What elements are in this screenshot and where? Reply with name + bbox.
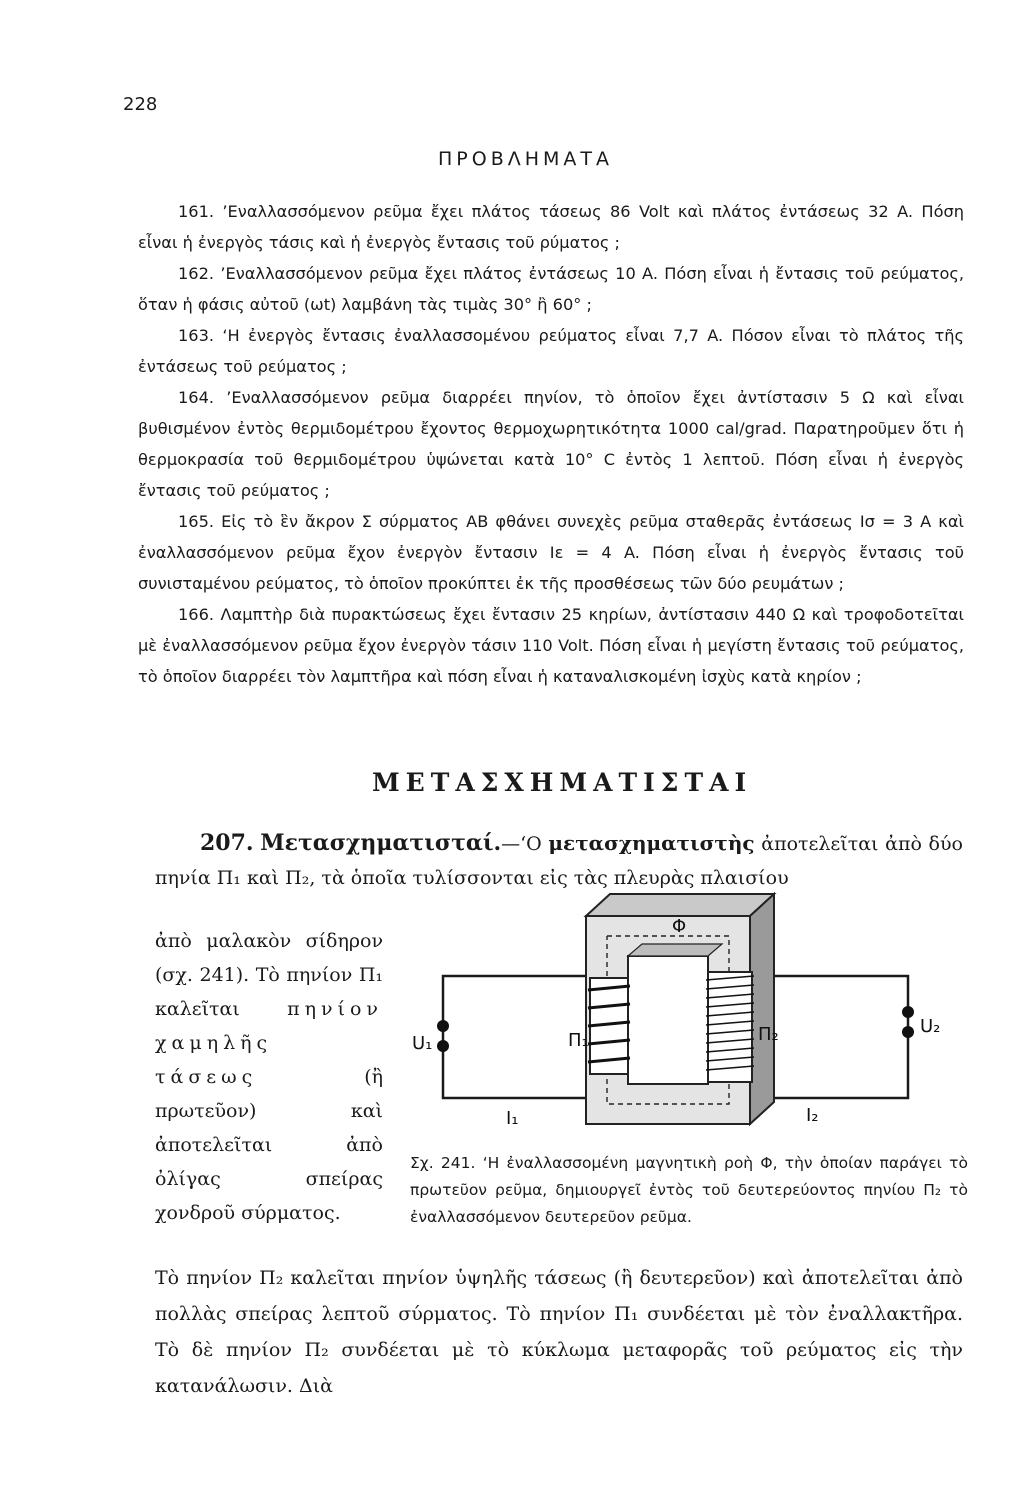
article-side-column — [155, 924, 383, 1230]
chapter-title: ΜΕΤΑΣΧΗΜΑΤΙΣΤΑΙ — [372, 768, 753, 797]
label-u2: U₂ — [920, 1016, 941, 1037]
problem-166: 166. Λαμπτὴρ διὰ πυρακτώσεως ἔχει ἔντασιν 25 κηρίων, ἀντίστασιν 440 Ω καὶ τροφοδοτεῖται μὲ ἐναλλασσόμενον ρεῦμα ἔχον ἐνεργὸν τάσιν 110 Volt. Πόση εἶναι ἡ μεγίστη ἔντασις τοῦ ρεύματος, τὸ ὁποῖον διαρρέει τὸν λαμπτῆρα καὶ πόση εἶναι ἡ καταναλισκομένη ἰσχὺς κατὰ κηρίον ; — [138, 605, 964, 686]
problems-list — [138, 196, 964, 692]
primary-coil — [588, 978, 630, 1074]
page-number: 228 — [123, 94, 158, 115]
problem-161: 161. ’Εναλλασσόμενον ρεῦμα ἔχει πλάτος τάσεως 86 Volt καὶ πλάτος ἐντάσεως 32 A. Πόση εἶναι ἡ ἐνεργὸς τάσις καὶ ἡ ἐνεργὸς ἔντασις τοῦ ρύματος ; — [138, 202, 964, 252]
article-term: μετασχηματιστὴς — [548, 831, 755, 855]
core-window-depth — [628, 944, 722, 956]
label-i1: I₁ — [506, 1108, 519, 1129]
side-column-spaced-term: πηνίον χαμηλῆς τάσεως — [155, 998, 383, 1088]
label-i2: I₂ — [806, 1105, 819, 1126]
problem-163: 163. ‘Η ἐνεργὸς ἔντασις ἐναλλασσομένου ρεύματος εἶναι 7,7 A. Πόσον εἶναι τὸ πλάτος τῆς ἐντάσεως τοῦ ρεύματος ; — [138, 326, 964, 376]
article-intro — [155, 826, 963, 895]
core-side-face — [750, 894, 774, 1124]
article-number: 207. — [200, 830, 254, 856]
article-heading: Μετασχηματισταί. — [260, 830, 502, 856]
problem-164: 164. ’Εναλλασσόμενον ρεῦμα διαρρέει πηνίον, τὸ ὁποῖον ἔχει ἀντίστασιν 5 Ω καὶ εἶναι βυθισμένον ἐντὸς θερμιδομέτρου ἔχοντος θερμοχωρητικότητα 1000 cal/grad. Παρατηροῦμεν ὅτι ἡ θερμοκρασία τοῦ θερμιδομέτρου ὑψώνεται κατὰ 10° C ἐντὸς 1 λεπτοῦ. Πόση εἶναι ἡ ἐνεργὸς ἔντασις τοῦ ρεύματος ; — [138, 388, 964, 500]
label-phi: Φ — [672, 916, 687, 937]
section-title: ΠΡΟΒΛΗΜΑΤΑ — [438, 148, 614, 170]
article-body-continued: Τὸ πηνίον Π₂ καλεῖται πηνίον ὑψηλῆς τάσεως (ἢ δευτερεῦον) καὶ ἀποτελεῖται ἀπὸ πολλὰς σπείρας λεπτοῦ σύρματος. Τὸ πηνίον Π₁ συνδέεται μὲ τὸν ἐναλλακτῆρα. Τὸ δὲ πηνίον Π₂ συνδέεται μὲ τὸ κύκλωμα μεταφορᾶς τοῦ ρεύματος εἰς τὴν κατανάλωσιν. Διὰ — [155, 1267, 963, 1397]
problem-165: 165. Εἰς τὸ ἓν ἄκρον Σ σύρματος AB φθάνει συνεχὲς ρεῦμα σταθερᾶς ἐντάσεως Iσ = 3 A καὶ ἐναλλασσόμενον ρεῦμα ἔχον ἐνεργὸν ἔντασιν Iε = 4 A. Πόση εἶναι ἡ ἐνεργὸς ἔντασις τοῦ συνισταμένου ρεύματος, τὸ ὁποῖον προκύπτει ἐκ τῆς προσθέσεως τῶν δύο ρευμάτων ; — [138, 512, 964, 593]
figure-caption: Σχ. 241. ‘Η ἐναλλασσομένη μαγνητικὴ ροὴ Φ, τὴν ὁποίαν παράγει τὸ πρωτεῦον ρεῦμα, δημιουργεῖ ἐντὸς τοῦ δευτερεύοντος πηνίου Π₂ τὸ ἐναλλασσόμενον δευτερεῦον ρεῦμα. — [410, 1154, 968, 1226]
core-window — [628, 956, 708, 1084]
terminal-u1-bottom — [437, 1040, 449, 1052]
terminal-u2-top — [902, 1006, 914, 1018]
article-dash: —‘Ο — [501, 833, 542, 855]
terminal-u1-top — [437, 1020, 449, 1032]
article-intro-text: ἀποτελεῖται ἀπὸ δύο πηνία Π₁ καὶ Π₂, τὰ ὁποῖα τυλίσσονται εἰς τὰς πλευρὰς πλαισίου — [155, 833, 963, 889]
label-u1: U₁ — [412, 1033, 433, 1054]
label-p2: Π₂ — [758, 1024, 779, 1045]
side-column-text-1: ἀπὸ μαλακὸν σίδηρον (σχ. 241). Τὸ πηνίον Π₁ καλεῖται — [155, 930, 383, 1020]
transformer-figure — [398, 886, 964, 1144]
core-top-face — [586, 894, 774, 916]
side-column-text-2: (ἢ πρωτεῦον) καὶ ἀποτελεῖται ἀπὸ ὀλίγας σπείρας χονδροῦ σύρματος. — [155, 1066, 383, 1224]
secondary-coil — [706, 972, 754, 1082]
terminal-u2-bottom — [902, 1026, 914, 1038]
label-p1: Π₁ — [568, 1030, 589, 1051]
problem-162: 162. ’Εναλλασσόμενον ρεῦμα ἔχει πλάτος ἐντάσεως 10 A. Πόση εἶναι ἡ ἔντασις τοῦ ρεύματος, ὅταν ἡ φάσις αὐτοῦ (ωt) λαμβάνη τὰς τιμὰς 30° ἢ 60° ; — [138, 264, 964, 314]
